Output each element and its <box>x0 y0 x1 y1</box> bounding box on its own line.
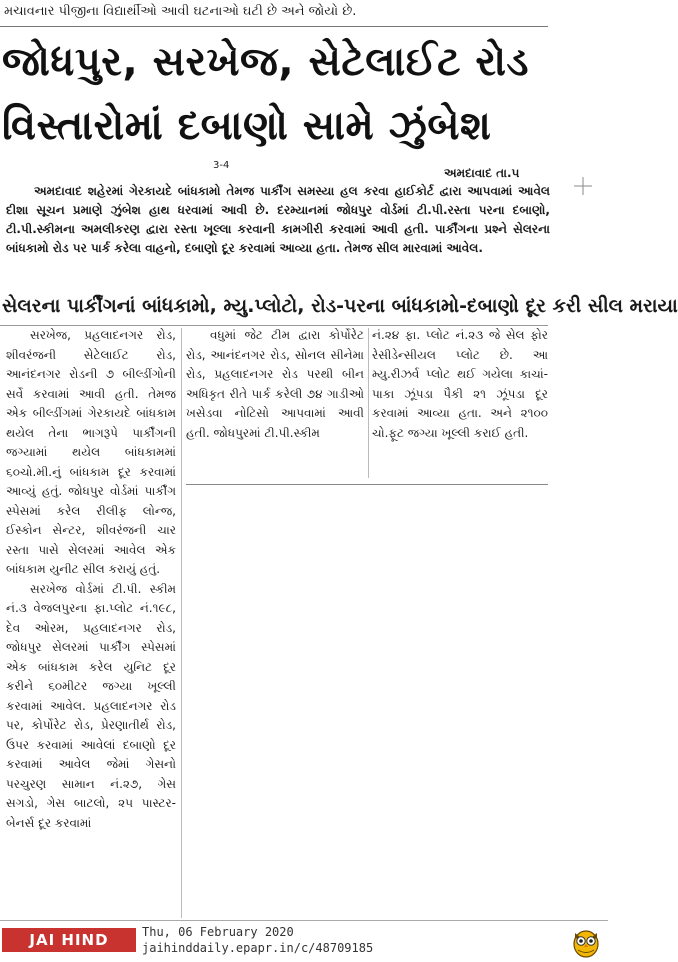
article-column-2 <box>186 326 364 443</box>
headline-line-2: વિસ્તારોમાં દબાણો સામે ઝુંબેશ <box>2 103 492 149</box>
article-end-rule <box>186 484 548 485</box>
owl-icon[interactable] <box>571 926 601 958</box>
article-column-3 <box>372 326 548 443</box>
edition-date: Thu, 06 February 2020 <box>142 925 294 939</box>
column-divider-1 <box>181 328 182 918</box>
jaihind-logo[interactable]: JAI HIND <box>2 928 136 952</box>
column-1-paragraph-2: સરખેજ વોર્ડમાં ટી.પી. સ્કીમ નં.૩ વેજલપુરના ફા.પ્લોટ નં.૧૯૮, દેવ ઓરમ, પ્રહલાદનગર રોડ, જોધપુર સેલરમાં પાર્કીંગ સ્પેસમાં એક બાંધકામ કરેલ યુનિટ દૂર કરીને ૬૦મીટર જગ્યા ખૂલ્લી કરવામાં આવેલ. પ્રહલાદનગર રોડ પર, કોર્પોરેટ રોડ, પ્રેરણાતીર્થ રોડ, ઉપર કરવામાં આવેલાં દબાણો દૂર કરવામાં આવેલ જેમાં ગેસનો પરચુરણ સામાન નં.૨૭, ગેસ સગડો, ગેસ બાટલો, ૨૫ પાસ્ટર-બેનર્સ દૂર કરવામાં <box>6 581 176 830</box>
page-tag: 3-4 <box>213 160 230 171</box>
headline-line-1: જોધપુર, સરખેજ, સેટેલાઈટ રોડ <box>2 39 529 85</box>
previous-article-fragment: મચાવનાર પીજીના વિદ્યાર્થીઓ આવી ઘટનાઓ ઘટી છે અને જોયો છે. <box>4 4 357 19</box>
column-2-paragraph: વધુમાં જેટ ટીમ દ્વારા કોર્પોરેટ રોડ, આનંદનગર રોડ, સોનલ સીનેમા રોડ, પ્રહલાદનગર રોડ પરથી બીન અધિકૃત રીતે પાર્ક કરેલી ૭૪ ગાડીઓ ખસેડવા નોટિસો આપવામાં આવી હતી. જોધપુરમાં ટી.પી.સ્કીમ <box>186 328 364 440</box>
column-1-paragraph-1: સરખેજ, પ્રહલાદનગર રોડ, શીવરંજની સેટેલાઈટ રોડ, આનંદનગર રોડની ૭ બીલ્ડીંગોની સર્વે કરવામાં આવી હતી. તેમજ એક બીલ્ડીંગમાં ગેરકાયદે બાંધકામ થયેલ તેના ભાગરૂપે પાર્કીંગની જગ્યામાં થયેલ બાંધકામમાં ૬૦ચો.મી.નું બાંધકામ દૂર કરવામાં આવ્યું હતું. જોધપુર વોર્ડમાં પાર્કીંગ સ્પેસમાં કરેલ રીલીફ લોન્જ, ઈસ્કોન સેન્ટર, શીવરંજની ચાર રસ્તા પાસે સેલરમાં આવેલ એક બાંધકામ યુનીટ સીલ કરાયું હતું. <box>6 328 176 576</box>
dateline: અમદાવાદ તા.૫ <box>444 166 520 180</box>
top-divider <box>0 26 548 27</box>
article-column-1 <box>6 326 176 833</box>
crosshair-icon <box>573 176 593 196</box>
column-divider-2 <box>368 328 369 478</box>
intro-paragraph: અમદાવાદ શહેરમાં ગેરકાયદે બાંધકામો તેમજ પાર્કીંગ સમસ્યા હલ કરવા હાઈકોર્ટ દ્વારા આપવામાં આવેલ દીશા સૂચન પ્રમાણે ઝુંબેશ હાથ ધરવામાં આવી છે. દરમ્યાનમાં જોધપુર વોર્ડમાં ટી.પી.રસ્તા પરના દબાણો, ટી.પી.સ્કીમના અમલીકરણ દ્વારા રસ્તા ખૂલ્લા કરવાની કામગીરી કરવામાં આવી હતી. પાર્કીંગના પ્રશ્ને સેલરના બાંધકામો રોડ પર પાર્ક કરેલા વાહનો, દબાણો દૂર કરવામાં આવ્યા હતા. તેમજ સીલ મારવામાં આવેલ. <box>6 184 550 255</box>
clip-url-link[interactable]: jaihinddaily.epapr.in/c/48709185 <box>142 941 374 955</box>
column-3-paragraph: નં.૨૪ ફા. પ્લોટ નં.૨૩ જે સેલ ફોર રેસીડેન્સીયલ પ્લોટ છે. આ મ્યુ.રીઝર્વ પ્લોટ થઈ ગયેલા કાચાં-પાકા ઝૂંપડા પૈકી ૨૧ ઝૂંપડા દૂર કરવામાં આવ્યા હતા. અને ૨૧૦૦ ચો.ફૂટ જગ્યા ખૂલ્લી કરાઈ હતી. <box>372 328 548 440</box>
subheadline: સેલરના પાર્કીંગનાં બાંધકામો, મ્યુ.પ્લોટો, રોડ-પરના બાંધકામો-દબાણો દૂર કરી સીલ મરાયા <box>2 295 678 317</box>
footer-divider <box>0 920 608 921</box>
